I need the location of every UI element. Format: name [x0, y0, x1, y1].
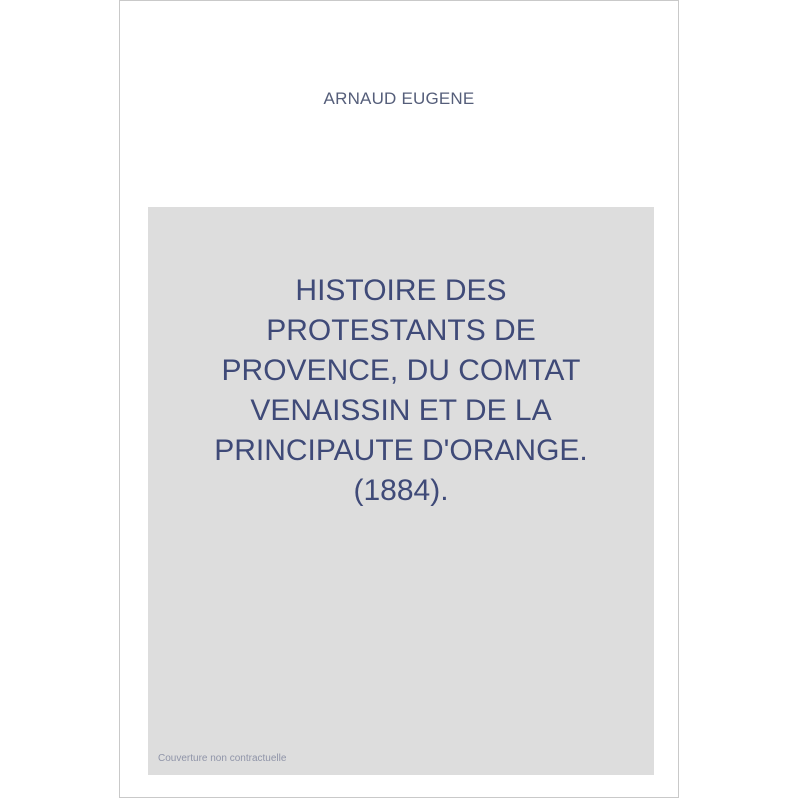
author-name: ARNAUD EUGENE [323, 89, 475, 108]
title-panel [148, 207, 654, 775]
book-title: HISTOIRE DES PROTESTANTS DE PROVENCE, DU COMTAT VENAISSIN ET DE LA PRINCIPAUTE D'ORANGE. (1884). [214, 274, 588, 507]
cover-disclaimer: Couverture non contractuelle [158, 753, 287, 764]
book-cover [119, 0, 679, 798]
